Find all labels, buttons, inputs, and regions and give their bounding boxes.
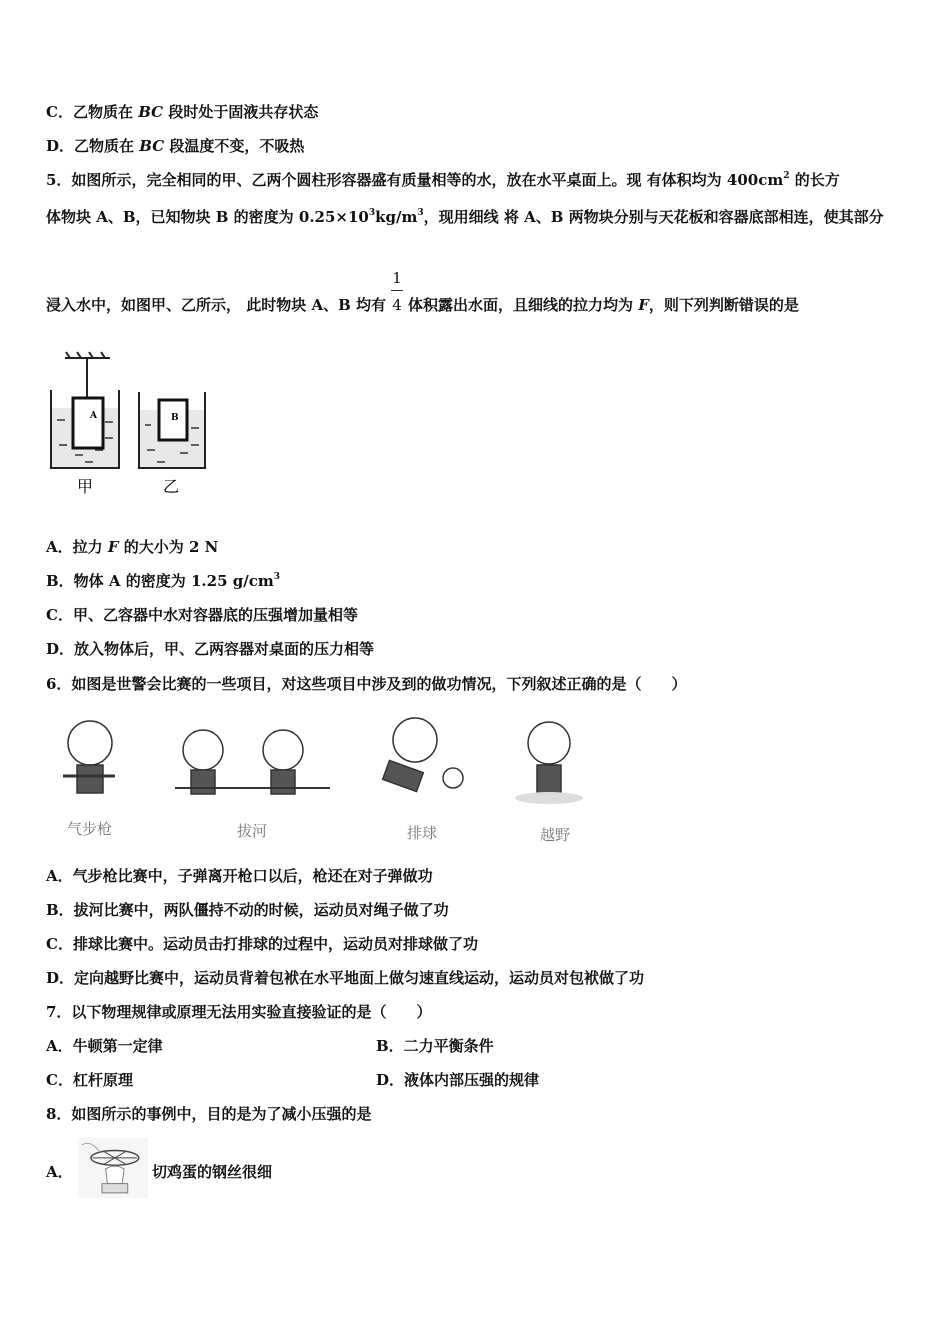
numerator: 1 [392,269,402,287]
q5-option-c: C．甲、乙容器中水对容器底的压强增加量相等 [46,606,358,624]
q7-option-d: D．液体内部压强的规律 [376,1071,540,1089]
q5-stem-line2 [46,207,884,227]
q8-stem: 8．如图所示的事例中，目的是为了减小压强的是 [46,1105,372,1123]
caption-volleyball: 排球 [407,824,438,842]
q7-option-c: C．杠杆原理 [46,1071,133,1089]
text: 的大小为 2 N [118,538,219,556]
text: A．拉力 [46,538,108,556]
q6-option-a: A．气步枪比赛中，子弹离开枪口以后，枪还在对子弹做功 [46,867,433,885]
q6-option-d: D．定向越野比赛中，运动员背着包袱在水平地面上做匀速直线运动，运动员对包袱做了功 [46,969,645,987]
text: ，则下列判断错误的是 [648,296,799,314]
caption-yi: 乙 [163,477,180,496]
q8-option-a-text: 切鸡蛋的钢丝很细 [152,1163,273,1181]
denominator: 4 [392,296,402,314]
superscript: 3 [417,208,424,218]
superscript: 3 [368,208,376,218]
q5-stem-line3 [46,269,799,315]
text: 的长方 [789,171,840,189]
text: 体物块 A、B，已知物块 B 的密度为 0.25×10 [46,208,369,226]
option-label: C． [46,103,73,121]
text: BC [139,137,165,155]
fraction-one-quarter [389,269,405,315]
text: 乙物质在 [72,103,139,121]
caption-cross-country: 越野 [540,826,571,844]
text: 体积露出水面，且细线的拉力均为 [408,296,639,314]
q8-option-a-label: A． [46,1163,73,1181]
text: kg/m [375,208,418,226]
q5-option-b [46,571,280,591]
q4-option-d [46,136,304,156]
q6-panda-illustrations [55,708,615,816]
q5-option-a [46,537,218,557]
caption-tug-of-war: 拔河 [237,822,268,840]
q7-option-b: B．二力平衡条件 [376,1037,494,1055]
text: BC [138,103,164,121]
text: 乙物质在 [74,137,140,155]
q5-stem-line1 [46,170,840,190]
superscript: 3 [273,572,280,582]
text: ，现用细线 将 A、B 两物块分别与天花板和容器底部相连，使其部分 [423,208,884,226]
q6-stem: 6．如图是世警会比赛的一些项目，对这些项目中涉及到的做功情况，下列叙述正确的是（ ） [46,675,687,693]
text: 段温度不变，不吸热 [164,137,305,155]
q7-option-a: A．牛顿第一定律 [46,1037,163,1055]
text: F [638,296,649,314]
text: 段时处于固液共存状态 [163,103,319,121]
text: F [107,538,119,556]
caption-jia: 甲 [77,477,94,496]
q6-option-b: B．拔河比赛中，两队僵持不动的时候，运动员对绳子做了功 [46,901,449,919]
text: B．物体 A 的密度为 1.25 g/cm [46,572,274,590]
q5-option-d: D．放入物体后，甲、乙两容器对桌面的压力相等 [46,640,375,658]
egg-slicer-image [78,1135,148,1201]
block-b-label: B [171,413,179,423]
text: 5．如图所示，完全相同的甲、乙两个圆柱形容器盛有质量相等的水，放在水平桌面上。现 有体积均为 400cm [46,171,784,189]
option-label: D． [46,137,75,155]
q5-figure-containers [45,350,215,500]
text: 浸入水中，如图甲、乙所示， 此时物块 A、B 均有 [46,296,386,314]
block-a-label: A [90,411,97,421]
caption-air-rifle: 气步枪 [67,820,113,838]
superscript: 2 [783,171,790,181]
q6-option-c: C．排球比赛中。运动员击打排球的过程中，运动员对排球做了功 [46,935,478,953]
q7-stem: 7．以下物理规律或原理无法用实验直接验证的是（ ） [46,1003,432,1021]
q4-option-c [46,102,318,122]
